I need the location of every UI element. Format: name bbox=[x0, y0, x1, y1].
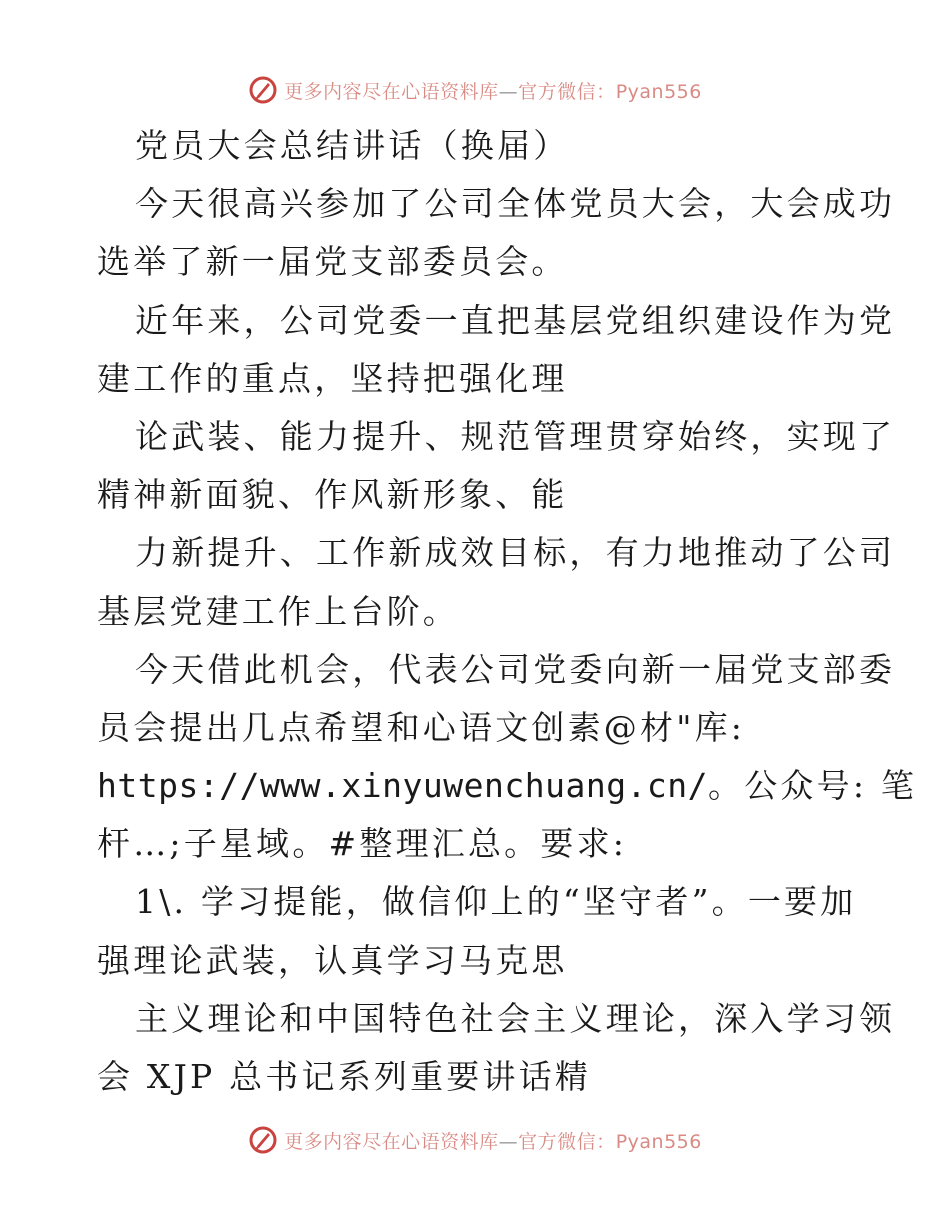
paragraph-line: 建工作的重点，坚持把强化理 bbox=[97, 358, 568, 398]
paragraph-line: 员会提出几点希望和心语文创素@材"库: bbox=[97, 707, 746, 747]
paragraph-line: 杆…;子星域。#整理汇总。要求: bbox=[97, 824, 628, 864]
paragraph-line: 主义理论和中国特色社会主义理论，深入学习领 bbox=[135, 998, 896, 1038]
footer-watermark bbox=[0, 1120, 950, 1160]
paragraph-line: 今天借此机会，代表公司党委向新一届党支部委 bbox=[135, 649, 896, 689]
document-title: 党员大会总结讲话（换届） bbox=[135, 126, 570, 165]
paragraph-line: 基层党建工作上台阶。 bbox=[97, 591, 459, 631]
header-watermark bbox=[0, 70, 950, 110]
paragraph-line: 选举了新一届党支部委员会。 bbox=[97, 242, 568, 282]
paragraph-line-tail: 。公众号: 笔 bbox=[708, 766, 918, 806]
document-body bbox=[97, 117, 918, 1106]
quill-logo-icon bbox=[248, 1125, 278, 1155]
url-text: https://www.xinyuwenchuang.cn/ bbox=[97, 766, 709, 806]
paragraph-line: 力新提升、工作新成效目标，有力地推动了公司 bbox=[135, 533, 896, 573]
paragraph-line: 今天很高兴参加了公司全体党员大会，大会成功 bbox=[135, 184, 896, 224]
paragraph-line: 1\. 学习提能，做信仰上的“坚守者”。一要加 bbox=[135, 882, 857, 922]
paragraph-line-url bbox=[97, 757, 918, 815]
watermark-text: 更多内容尽在心语资料库—官方微信：Pyan556 bbox=[284, 80, 702, 103]
paragraph-line: 会 XJP 总书记系列重要讲话精 bbox=[97, 1057, 592, 1096]
paragraph-line: 近年来，公司党委一直把基层党组织建设作为党 bbox=[135, 300, 896, 340]
paragraph-line: 强理论武装，认真学习马克思 bbox=[97, 940, 568, 980]
paragraph-line: 论武装、能力提升、规范管理贯穿始终，实现了 bbox=[135, 416, 896, 456]
paragraph-line: 精神新面貌、作风新形象、能 bbox=[97, 475, 568, 515]
watermark-text: 更多内容尽在心语资料库—官方微信：Pyan556 bbox=[284, 1130, 702, 1153]
quill-logo-icon bbox=[248, 75, 278, 105]
